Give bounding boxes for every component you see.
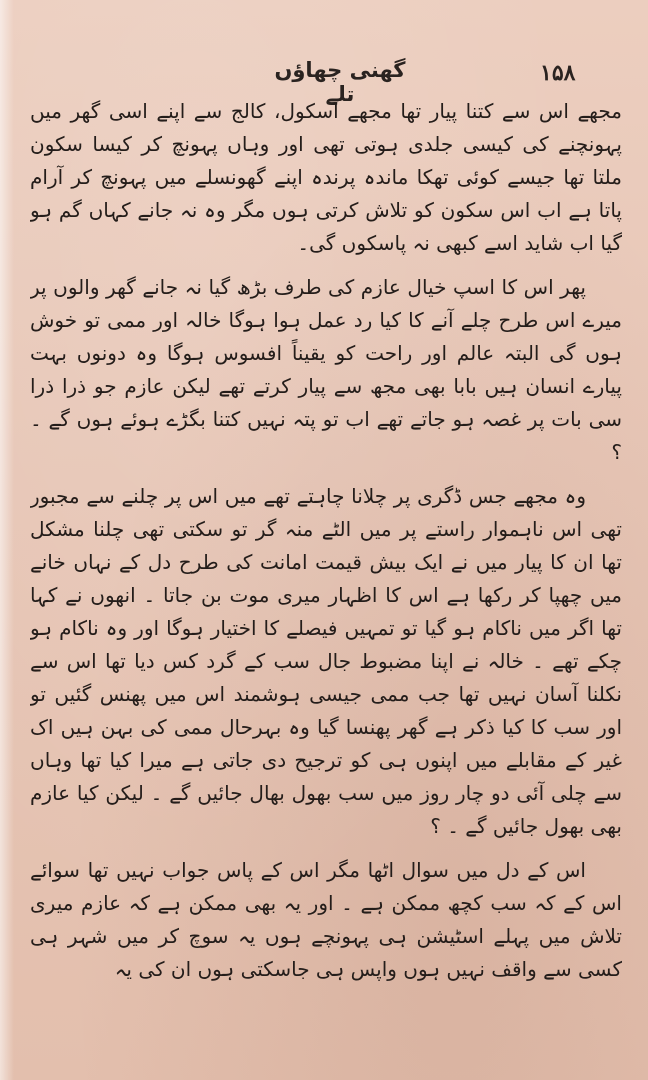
page-number: ۱۵۸ bbox=[540, 60, 576, 86]
page-edge-shadow bbox=[0, 0, 14, 1080]
running-title: گھنی چھاؤں تلے bbox=[274, 58, 406, 106]
body-text bbox=[30, 95, 622, 1045]
paragraph: مجھے اس سے کتنا پیار تھا مجھے اسکول، کالج سے اپنے اسی گھر میں پہونچنے کی کیسی جلدی ہوتی تھی اور وہاں پہونچ کر کیسا سکون ملتا تھا جیسے کوئی تھکا ماندہ پرندہ اپنے گھونسلے میں پہونچ کر آرام پاتا ہے اب اس سکون کو تلاش کرتی ہوں مگر وہ نہ جانے کہاں گم ہو گیا اب شاید اسے کبھی نہ پاسکوں گی۔ bbox=[30, 99, 622, 255]
paragraph: اس کے دل میں سوال اٹھا مگر اس کے پاس جواب نہیں تھا سوائے اس کے کہ سب کچھ ممکن ہے ۔ اور یہ بھی ممکن ہے کہ عازم میری تلاش میں پہلے اسٹیشن ہی پہونچے ہوں یہ سوچ کر میں شہر ہی کسی سے واقف نہیں ہوں واپس ہی جاسکتی ہوں ان کی یہ bbox=[30, 858, 622, 981]
paragraph: پھر اس کا اسپ خیال عازم کی طرف بڑھ گیا نہ جانے گھر والوں پر میرے اس طرح چلے آنے کا کیا رد عمل ہوا ہوگا خالہ اور ممی تو خوش ہوں گی البتہ عالم اور راحت کو یقیناً افسوس ہوگا وہ دونوں بہت پیارے انسان ہیں بابا بھی مجھ سے پیار کرتے تھے لیکن عازم جو ذرا ذرا سی بات پر غصہ ہو جاتے تھے اب تو پتہ نہیں کتنا بگڑے ہوئے ہوں گے ۔ ؟ bbox=[30, 275, 622, 464]
page-header bbox=[20, 56, 608, 106]
paragraph: وہ مجھے جس ڈگری پر چلانا چاہتے تھے میں اس پر چلنے سے مجبور تھی اس ناہموار راستے پر میں الٹے منہ گر تو سکتی تھی چلنا مشکل تھا ان کا پیار میں نے ایک بیش قیمت امانت کی طرح دل کے نہاں خانے میں چھپا کر رکھا ہے اس کا اظہار میری موت بن جاتا ۔ انھوں نے کہا تھا اگر میں ناکام ہو گیا تو تمہیں فیصلے کا اختیار ہوگا اور وہ ناکام ہو چکے تھے ۔ خالہ نے اپنا مضبوط جال سب کے گرد کس دیا تھا اس سے نکلنا آسان نہیں تھا جب ممی جیسی ہوشمند اس میں پھنس گئیں تو اور سب کا کیا ذکر ہے گھر پھنسا گیا وہ بہرحال ممی کی بہن ہیں اک غیر کے مقابلے میں اپنوں ہی کو ترجیح دی جاتی ہے میرا کیا تھا وہاں سے چلی آئی دو چار روز میں سب بھول بھال جائیں گے ۔ لیکن کیا عازم بھی بھول جائیں گے ۔ ؟ bbox=[30, 484, 622, 838]
